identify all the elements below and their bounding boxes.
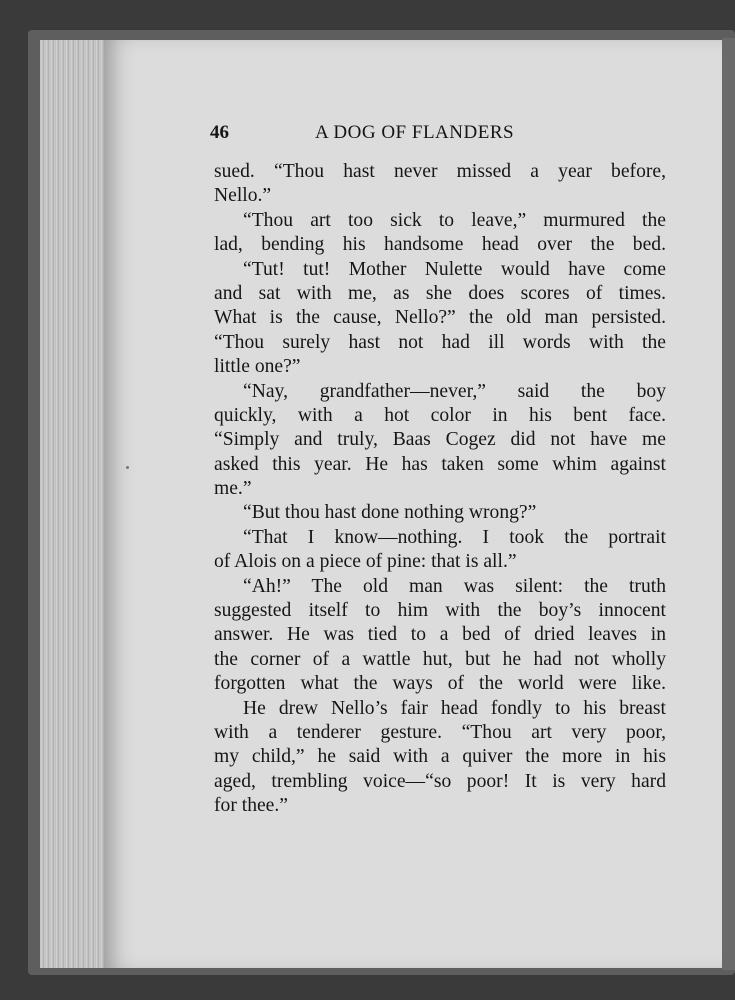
book-title: A DOG OF FLANDERS (315, 122, 515, 143)
text-line: aged, trembling voice—“so poor! It is very hard (214, 770, 666, 792)
text-line: “Thou surely hast not had ill words with the (214, 331, 666, 353)
text-line: “Tut! tut! Mother Nulette would have come (243, 258, 666, 280)
text-line: little one?” (214, 356, 301, 378)
paper-speck (126, 466, 129, 469)
text-line: What is the cause, Nello?” the old man persisted. (214, 307, 666, 329)
text-line: and sat with me, as she does scores of times. (214, 282, 666, 304)
text-line: “Ah!” The old man was silent: the truth (243, 575, 666, 597)
text-line: my child,” he said with a quiver the more in his (214, 746, 666, 768)
text-line: asked this year. He has taken some whim against (214, 453, 666, 475)
page-edges (40, 40, 113, 968)
text-line: quickly, with a hot color in his bent face. (214, 404, 666, 426)
text-line: “Nay, grandfather—never,” said the boy (243, 380, 666, 402)
text-line: for thee.” (214, 795, 288, 817)
running-head (210, 122, 670, 148)
text-line: answer. He was tied to a bed of dried leaves in (214, 624, 666, 646)
text-line: sued. “Thou hast never missed a year before, (214, 161, 666, 182)
text-line: forgotten what the ways of the world were like. (214, 673, 666, 695)
text-line: “That I know—nothing. I took the portrait (243, 526, 666, 548)
text-line: of Alois on a piece of pine: that is all.” (214, 551, 517, 573)
text-line: “But thou hast done nothing wrong?” (243, 502, 537, 524)
text-line: He drew Nello’s fair head fondly to his breast (243, 697, 666, 719)
text-line: suggested itself to him with the boy’s innocent (214, 600, 666, 622)
text-line: “Thou art too sick to leave,” murmured the (243, 209, 666, 231)
text-line: with a tenderer gesture. “Thou art very poor, (214, 721, 666, 743)
text-line: lad, bending his handsome head over the bed. (214, 234, 666, 256)
page-number: 46 (210, 122, 229, 143)
text-line: the corner of a wattle hut, but he had not wholly (214, 648, 666, 670)
text-line: me.” (214, 478, 252, 500)
text-line: “Simply and truly, Baas Cogez did not have me (214, 429, 666, 451)
text-line: Nello.” (214, 185, 272, 207)
page-right-edge (722, 38, 735, 970)
body-text (214, 160, 666, 819)
